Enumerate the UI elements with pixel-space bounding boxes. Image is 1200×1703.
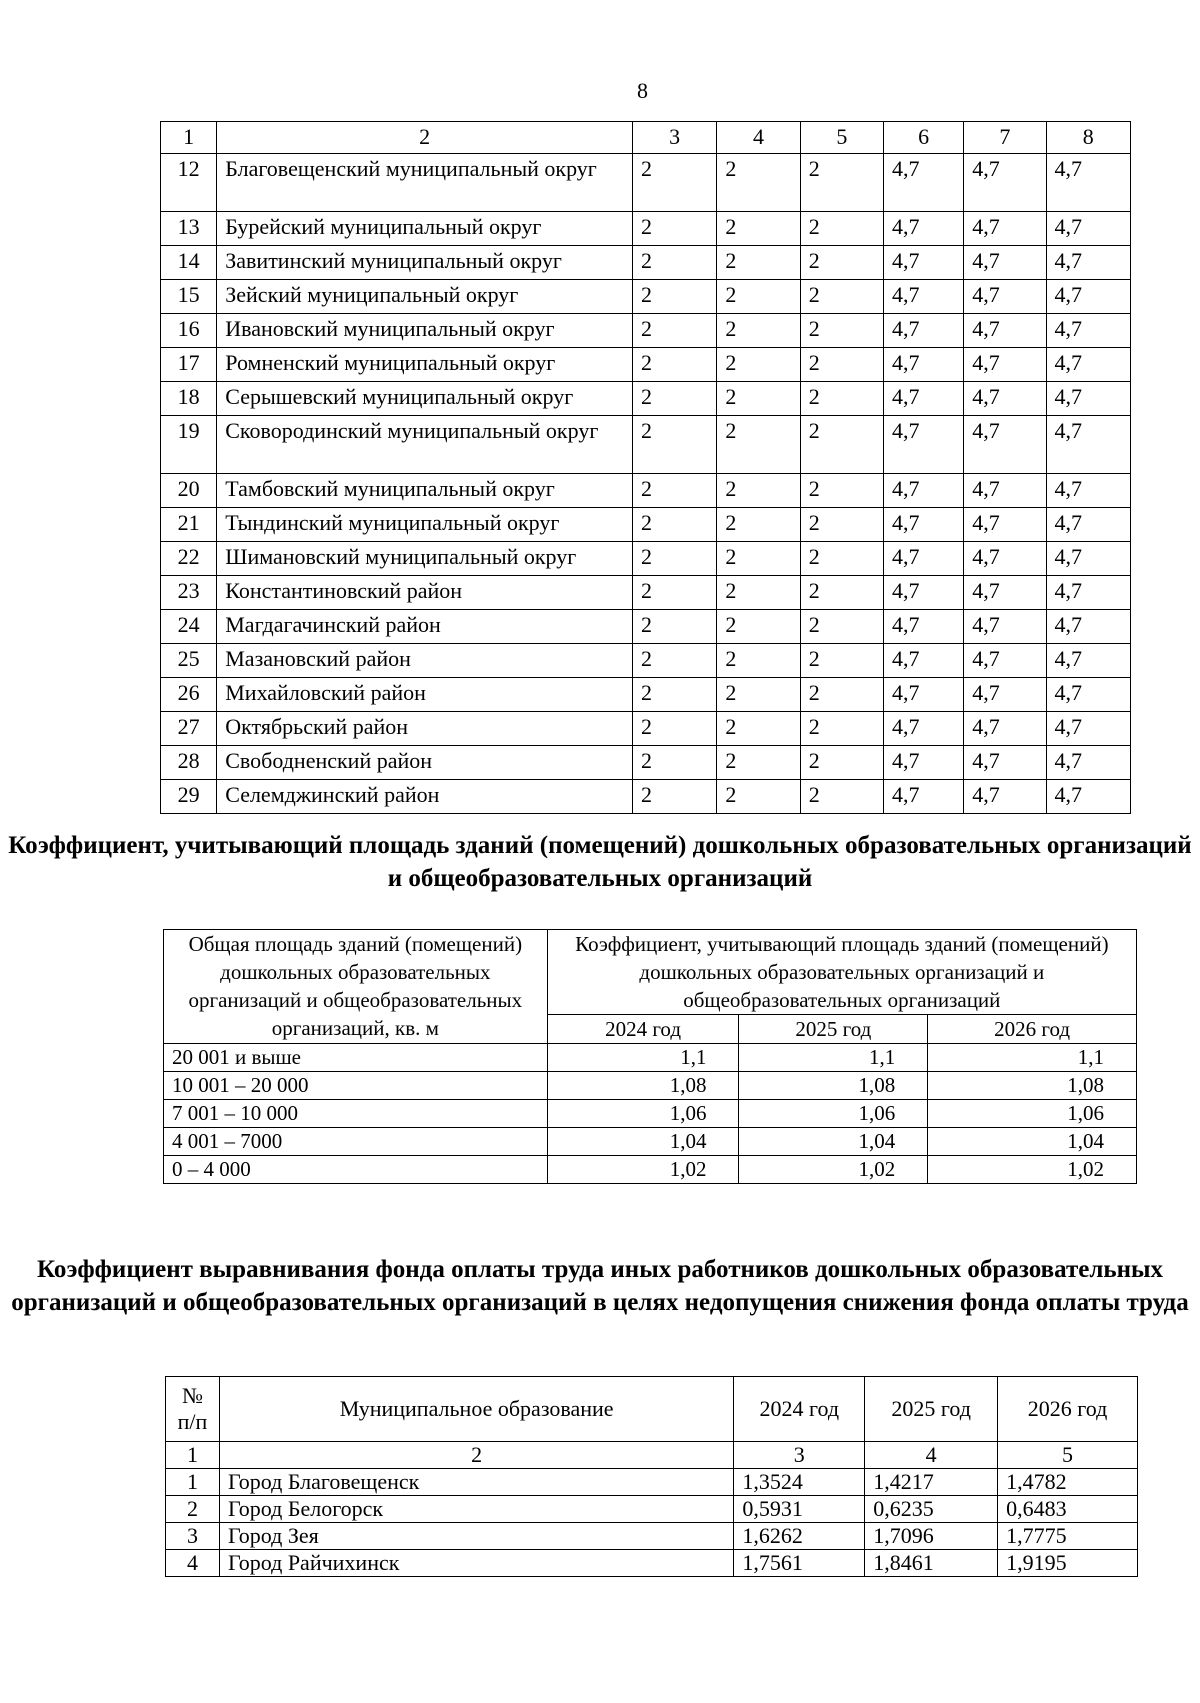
area-range: 20 001 и выше bbox=[164, 1044, 548, 1072]
value-cell: 2 bbox=[632, 416, 716, 474]
coefficient-group-header: Коэффициент, учитывающий площадь зданий (помещений) дошкольных образовательных организаций и общеобразовательных организаций bbox=[547, 930, 1136, 1015]
value-cell: 2 bbox=[632, 678, 716, 712]
value-cell: 4,7 bbox=[884, 348, 964, 382]
municipality-name: Город Зея bbox=[219, 1523, 733, 1550]
value-cell: 4,7 bbox=[964, 154, 1046, 212]
table-row bbox=[164, 1128, 1137, 1156]
table-row bbox=[161, 644, 1131, 678]
coefficient-value: 0,6483 bbox=[998, 1496, 1138, 1523]
value-cell: 2 bbox=[717, 280, 800, 314]
value-cell: 4,7 bbox=[964, 314, 1046, 348]
value-cell: 4,7 bbox=[1046, 780, 1130, 814]
column-number: 3 bbox=[632, 122, 716, 154]
column-number: 7 bbox=[964, 122, 1046, 154]
table-row bbox=[161, 280, 1131, 314]
table-row bbox=[164, 1100, 1137, 1128]
value-cell: 4,7 bbox=[964, 474, 1046, 508]
value-cell: 4,7 bbox=[884, 416, 964, 474]
coefficient-value: 1,06 bbox=[739, 1100, 928, 1128]
row-number: 28 bbox=[161, 746, 217, 780]
value-cell: 4,7 bbox=[964, 508, 1046, 542]
num-header: № п/п bbox=[166, 1377, 220, 1442]
coefficient-value: 1,8461 bbox=[865, 1550, 998, 1577]
value-cell: 4,7 bbox=[884, 678, 964, 712]
coefficient-value: 0,5931 bbox=[734, 1496, 865, 1523]
value-cell: 2 bbox=[632, 780, 716, 814]
value-cell: 2 bbox=[800, 246, 883, 280]
municipality-name: Тамбовский муниципальный округ bbox=[217, 474, 633, 508]
value-cell: 4,7 bbox=[1046, 416, 1130, 474]
value-cell: 2 bbox=[717, 416, 800, 474]
value-cell: 2 bbox=[632, 746, 716, 780]
value-cell: 2 bbox=[800, 610, 883, 644]
row-number: 27 bbox=[161, 712, 217, 746]
value-cell: 2 bbox=[800, 542, 883, 576]
column-number: 1 bbox=[166, 1442, 220, 1469]
value-cell: 2 bbox=[717, 212, 800, 246]
column-number: 1 bbox=[161, 122, 217, 154]
value-cell: 4,7 bbox=[1046, 280, 1130, 314]
table-row bbox=[161, 314, 1131, 348]
municipality-name: Константиновский район bbox=[217, 576, 633, 610]
value-cell: 2 bbox=[800, 678, 883, 712]
table-row bbox=[161, 746, 1131, 780]
value-cell: 2 bbox=[717, 154, 800, 212]
coefficient-value: 1,4782 bbox=[998, 1469, 1138, 1496]
value-cell: 2 bbox=[632, 610, 716, 644]
table-row bbox=[161, 348, 1131, 382]
value-cell: 2 bbox=[800, 746, 883, 780]
value-cell: 2 bbox=[717, 542, 800, 576]
municipality-name: Город Райчихинск bbox=[219, 1550, 733, 1577]
coefficients-table-continued bbox=[160, 121, 1131, 814]
row-number: 21 bbox=[161, 508, 217, 542]
coefficient-value: 1,08 bbox=[547, 1072, 739, 1100]
row-number: 26 bbox=[161, 678, 217, 712]
table-row bbox=[161, 712, 1131, 746]
municipality-name: Михайловский район bbox=[217, 678, 633, 712]
municipality-name: Город Белогорск bbox=[219, 1496, 733, 1523]
table-row bbox=[161, 610, 1131, 644]
value-cell: 4,7 bbox=[1046, 542, 1130, 576]
municipality-name: Шимановский муниципальный округ bbox=[217, 542, 633, 576]
value-cell: 2 bbox=[800, 780, 883, 814]
area-coefficient-table bbox=[163, 929, 1137, 1184]
value-cell: 4,7 bbox=[884, 508, 964, 542]
payroll-alignment-table bbox=[165, 1376, 1138, 1577]
value-cell: 2 bbox=[800, 348, 883, 382]
value-cell: 2 bbox=[632, 542, 716, 576]
coefficient-value: 1,04 bbox=[739, 1128, 928, 1156]
municipality-name: Свободненский район bbox=[217, 746, 633, 780]
value-cell: 2 bbox=[800, 644, 883, 678]
column-number: 2 bbox=[217, 122, 633, 154]
value-cell: 4,7 bbox=[1046, 508, 1130, 542]
value-cell: 2 bbox=[800, 314, 883, 348]
table-row bbox=[161, 576, 1131, 610]
municipality-header: Муниципальное образование bbox=[219, 1377, 733, 1442]
value-cell: 4,7 bbox=[884, 746, 964, 780]
value-cell: 2 bbox=[632, 314, 716, 348]
municipality-name: Октябрьский район bbox=[217, 712, 633, 746]
municipality-name: Завитинский муниципальный округ bbox=[217, 246, 633, 280]
municipality-name: Благовещенский муниципальный округ bbox=[217, 154, 633, 212]
coefficient-value: 1,7561 bbox=[734, 1550, 865, 1577]
value-cell: 2 bbox=[717, 314, 800, 348]
value-cell: 4,7 bbox=[884, 246, 964, 280]
municipality-name: Ромненский муниципальный округ bbox=[217, 348, 633, 382]
row-number: 4 bbox=[166, 1550, 220, 1577]
table-row bbox=[166, 1550, 1138, 1577]
value-cell: 2 bbox=[800, 212, 883, 246]
value-cell: 4,7 bbox=[884, 576, 964, 610]
value-cell: 2 bbox=[800, 576, 883, 610]
row-number: 14 bbox=[161, 246, 217, 280]
value-cell: 4,7 bbox=[964, 678, 1046, 712]
coefficient-value: 1,02 bbox=[739, 1156, 928, 1184]
value-cell: 4,7 bbox=[964, 542, 1046, 576]
value-cell: 4,7 bbox=[964, 416, 1046, 474]
year-header: 2026 год bbox=[998, 1377, 1138, 1442]
column-number: 8 bbox=[1046, 122, 1130, 154]
row-number: 15 bbox=[161, 280, 217, 314]
year-header: 2026 год bbox=[928, 1015, 1137, 1044]
value-cell: 4,7 bbox=[964, 644, 1046, 678]
value-cell: 2 bbox=[717, 610, 800, 644]
table-row bbox=[161, 508, 1131, 542]
coefficient-value: 1,4217 bbox=[865, 1469, 998, 1496]
row-number: 18 bbox=[161, 382, 217, 416]
row-number: 20 bbox=[161, 474, 217, 508]
value-cell: 4,7 bbox=[884, 474, 964, 508]
coefficient-value: 1,6262 bbox=[734, 1523, 865, 1550]
value-cell: 4,7 bbox=[1046, 348, 1130, 382]
value-cell: 2 bbox=[717, 348, 800, 382]
row-number: 25 bbox=[161, 644, 217, 678]
value-cell: 4,7 bbox=[964, 576, 1046, 610]
value-cell: 4,7 bbox=[1046, 212, 1130, 246]
section-title-area-coefficient: Коэффициент, учитывающий площадь зданий (помещений) дошкольных образовательных организаций и общеобразовательных организаций bbox=[8, 832, 1192, 892]
value-cell: 2 bbox=[800, 416, 883, 474]
value-cell: 4,7 bbox=[1046, 746, 1130, 780]
row-number: 29 bbox=[161, 780, 217, 814]
municipality-name: Ивановский муниципальный округ bbox=[217, 314, 633, 348]
coefficient-value: 1,1 bbox=[547, 1044, 739, 1072]
value-cell: 4,7 bbox=[884, 280, 964, 314]
value-cell: 4,7 bbox=[1046, 246, 1130, 280]
column-number: 2 bbox=[219, 1442, 733, 1469]
value-cell: 2 bbox=[800, 474, 883, 508]
year-header: 2024 год bbox=[547, 1015, 739, 1044]
area-range: 0 – 4 000 bbox=[164, 1156, 548, 1184]
row-number: 19 bbox=[161, 416, 217, 474]
municipality-name: Тындинский муниципальный округ bbox=[217, 508, 633, 542]
coefficient-value: 1,02 bbox=[928, 1156, 1137, 1184]
coefficient-value: 1,1 bbox=[739, 1044, 928, 1072]
value-cell: 4,7 bbox=[1046, 474, 1130, 508]
table-row bbox=[166, 1523, 1138, 1550]
value-cell: 2 bbox=[717, 508, 800, 542]
value-cell: 2 bbox=[717, 780, 800, 814]
column-number: 5 bbox=[998, 1442, 1138, 1469]
table-row bbox=[161, 246, 1131, 280]
value-cell: 4,7 bbox=[1046, 382, 1130, 416]
column-number: 4 bbox=[717, 122, 800, 154]
municipality-name: Зейский муниципальный округ bbox=[217, 280, 633, 314]
value-cell: 2 bbox=[717, 246, 800, 280]
table-row bbox=[164, 1156, 1137, 1184]
coefficient-value: 0,6235 bbox=[865, 1496, 998, 1523]
value-cell: 4,7 bbox=[964, 280, 1046, 314]
table-row bbox=[161, 212, 1131, 246]
value-cell: 4,7 bbox=[884, 712, 964, 746]
table-row bbox=[161, 474, 1131, 508]
coefficient-value: 1,7775 bbox=[998, 1523, 1138, 1550]
table-row bbox=[164, 1044, 1137, 1072]
value-cell: 2 bbox=[632, 154, 716, 212]
value-cell: 2 bbox=[632, 576, 716, 610]
row-number: 1 bbox=[166, 1469, 220, 1496]
value-cell: 2 bbox=[717, 678, 800, 712]
section-title-payroll-alignment: Коэффициент выравнивания фонда оплаты труда иных работников дошкольных образовательных организаций и общеобразовательных организаций в целях недопущения снижения фонда оплаты труда bbox=[11, 1256, 1189, 1316]
table-row bbox=[161, 542, 1131, 576]
value-cell: 2 bbox=[800, 154, 883, 212]
table-row bbox=[166, 1496, 1138, 1523]
column-number: 4 bbox=[865, 1442, 998, 1469]
value-cell: 4,7 bbox=[964, 712, 1046, 746]
row-number: 22 bbox=[161, 542, 217, 576]
value-cell: 4,7 bbox=[1046, 576, 1130, 610]
table-row bbox=[161, 678, 1131, 712]
value-cell: 4,7 bbox=[964, 212, 1046, 246]
value-cell: 4,7 bbox=[1046, 678, 1130, 712]
column-number: 6 bbox=[884, 122, 964, 154]
municipality-name: Сковородинский муниципальный округ bbox=[217, 416, 633, 474]
value-cell: 2 bbox=[717, 474, 800, 508]
value-cell: 2 bbox=[632, 212, 716, 246]
value-cell: 4,7 bbox=[964, 610, 1046, 644]
coefficient-value: 1,04 bbox=[928, 1128, 1137, 1156]
municipality-name: Селемджинский район bbox=[217, 780, 633, 814]
value-cell: 4,7 bbox=[1046, 154, 1130, 212]
value-cell: 2 bbox=[632, 382, 716, 416]
page-number: 8 bbox=[637, 78, 648, 103]
value-cell: 4,7 bbox=[964, 348, 1046, 382]
row-number: 2 bbox=[166, 1496, 220, 1523]
value-cell: 4,7 bbox=[884, 542, 964, 576]
value-cell: 2 bbox=[632, 474, 716, 508]
value-cell: 4,7 bbox=[884, 382, 964, 416]
value-cell: 2 bbox=[632, 508, 716, 542]
area-range: 7 001 – 10 000 bbox=[164, 1100, 548, 1128]
area-range: 10 001 – 20 000 bbox=[164, 1072, 548, 1100]
value-cell: 4,7 bbox=[1046, 610, 1130, 644]
coefficient-value: 1,7096 bbox=[865, 1523, 998, 1550]
value-cell: 4,7 bbox=[1046, 314, 1130, 348]
column-number: 3 bbox=[734, 1442, 865, 1469]
year-header: 2025 год bbox=[865, 1377, 998, 1442]
value-cell: 4,7 bbox=[884, 644, 964, 678]
coefficient-value: 1,08 bbox=[928, 1072, 1137, 1100]
coefficient-value: 1,3524 bbox=[734, 1469, 865, 1496]
table-row bbox=[166, 1469, 1138, 1496]
coefficient-value: 1,08 bbox=[739, 1072, 928, 1100]
year-header: 2025 год bbox=[739, 1015, 928, 1044]
table-row bbox=[161, 154, 1131, 212]
coefficient-value: 1,06 bbox=[547, 1100, 739, 1128]
municipality-name: Бурейский муниципальный округ bbox=[217, 212, 633, 246]
coefficient-value: 1,06 bbox=[928, 1100, 1137, 1128]
value-cell: 4,7 bbox=[1046, 644, 1130, 678]
value-cell: 2 bbox=[717, 746, 800, 780]
value-cell: 4,7 bbox=[884, 610, 964, 644]
table-header-row bbox=[161, 122, 1131, 154]
coefficient-value: 1,02 bbox=[547, 1156, 739, 1184]
value-cell: 4,7 bbox=[1046, 712, 1130, 746]
table-row bbox=[161, 780, 1131, 814]
value-cell: 2 bbox=[717, 382, 800, 416]
year-header: 2024 год bbox=[734, 1377, 865, 1442]
row-number: 3 bbox=[166, 1523, 220, 1550]
row-number: 16 bbox=[161, 314, 217, 348]
municipality-name: Город Благовещенск bbox=[219, 1469, 733, 1496]
municipality-name: Магдагачинский район bbox=[217, 610, 633, 644]
value-cell: 4,7 bbox=[964, 780, 1046, 814]
coefficient-value: 1,04 bbox=[547, 1128, 739, 1156]
value-cell: 2 bbox=[717, 712, 800, 746]
value-cell: 4,7 bbox=[964, 746, 1046, 780]
area-column-header: Общая площадь зданий (помещений) дошкольных образовательных организаций и общеобразовательных организаций, кв. м bbox=[164, 930, 548, 1044]
value-cell: 4,7 bbox=[884, 154, 964, 212]
table-row bbox=[161, 416, 1131, 474]
coefficient-value: 1,1 bbox=[928, 1044, 1137, 1072]
value-cell: 2 bbox=[800, 712, 883, 746]
table-row bbox=[164, 1072, 1137, 1100]
value-cell: 2 bbox=[800, 280, 883, 314]
value-cell: 4,7 bbox=[884, 780, 964, 814]
value-cell: 4,7 bbox=[884, 212, 964, 246]
row-number: 24 bbox=[161, 610, 217, 644]
value-cell: 2 bbox=[717, 576, 800, 610]
municipality-name: Серышевский муниципальный округ bbox=[217, 382, 633, 416]
value-cell: 4,7 bbox=[884, 314, 964, 348]
row-number: 12 bbox=[161, 154, 217, 212]
value-cell: 2 bbox=[632, 644, 716, 678]
value-cell: 2 bbox=[800, 382, 883, 416]
row-number: 23 bbox=[161, 576, 217, 610]
coefficient-value: 1,9195 bbox=[998, 1550, 1138, 1577]
value-cell: 2 bbox=[632, 712, 716, 746]
municipality-name: Мазановский район bbox=[217, 644, 633, 678]
row-number: 17 bbox=[161, 348, 217, 382]
value-cell: 4,7 bbox=[964, 246, 1046, 280]
area-range: 4 001 – 7000 bbox=[164, 1128, 548, 1156]
column-number: 5 bbox=[800, 122, 883, 154]
value-cell: 2 bbox=[632, 246, 716, 280]
value-cell: 2 bbox=[800, 508, 883, 542]
value-cell: 2 bbox=[632, 348, 716, 382]
value-cell: 2 bbox=[632, 280, 716, 314]
value-cell: 4,7 bbox=[964, 382, 1046, 416]
row-number: 13 bbox=[161, 212, 217, 246]
value-cell: 2 bbox=[717, 644, 800, 678]
table-row bbox=[161, 382, 1131, 416]
